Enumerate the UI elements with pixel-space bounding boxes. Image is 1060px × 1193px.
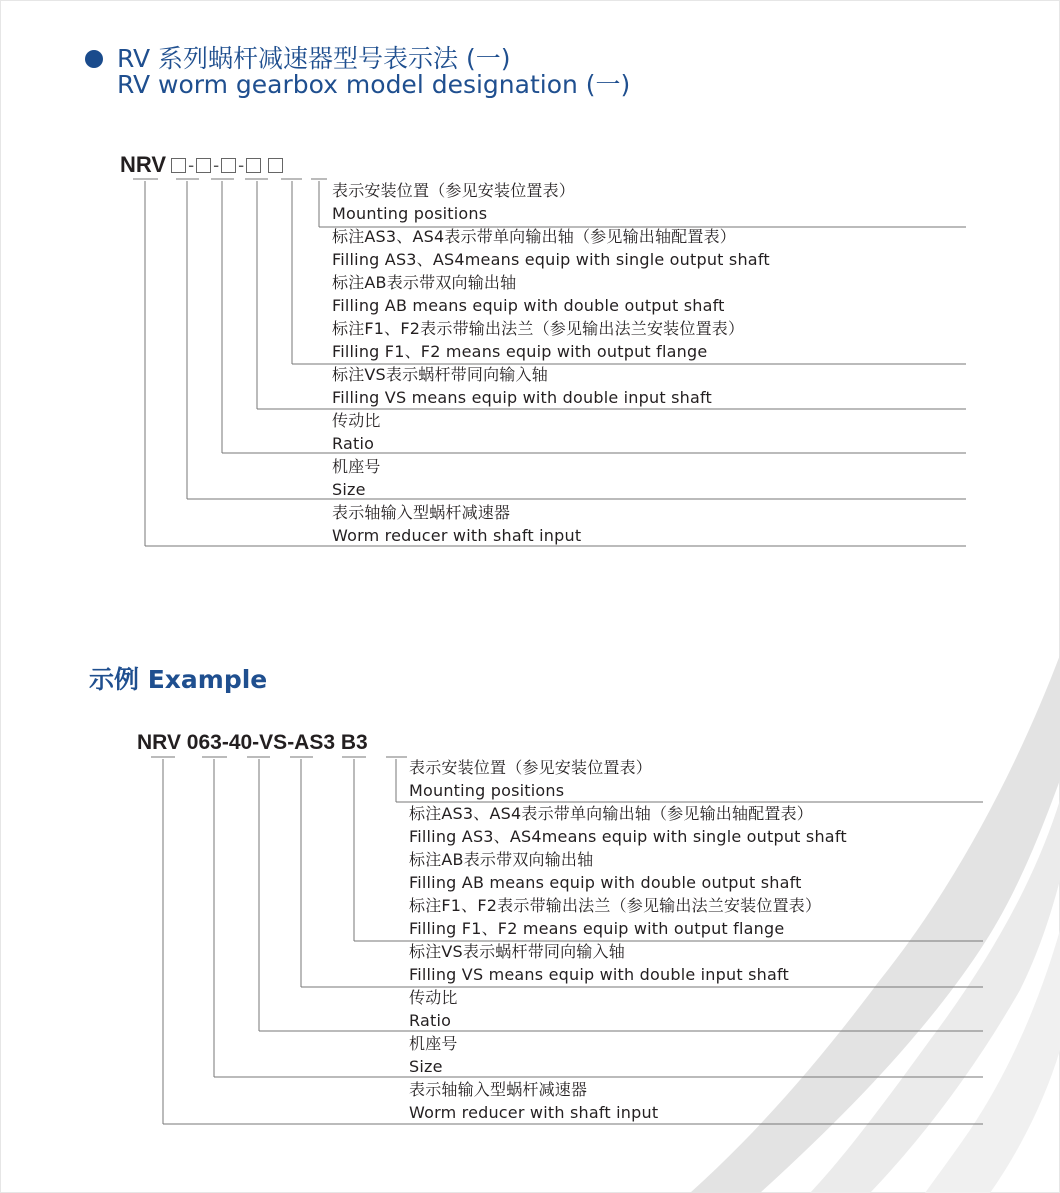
example-label-single-output-en: Filling AS3、AS4means equip with single output shaft [409, 827, 847, 846]
label-size-en: Size [332, 480, 366, 499]
example-label-shaft-input-zh: 表示轴输入型蜗杆减速器 [409, 1080, 588, 1099]
label-flange-en: Filling F1、F2 means equip with output flange [332, 342, 708, 361]
example-label-size-zh: 机座号 [409, 1034, 458, 1053]
example-label-shaft-input-en: Worm reducer with shaft input [409, 1103, 659, 1122]
label-double-output-en: Filling AB means equip with double output shaft [332, 296, 725, 315]
label-mounting-zh: 表示安装位置（参见安装位置表） [332, 181, 576, 200]
separator-dash: - [238, 154, 245, 175]
label-ratio-zh: 传动比 [332, 411, 381, 430]
title-chinese: RV 系列蜗杆减速器型号表示法 (一) [117, 44, 511, 73]
separator-dash: - [188, 154, 195, 175]
example-heading: 示例 Example [89, 665, 268, 694]
label-shaft-input-zh: 表示轴输入型蜗杆减速器 [332, 503, 511, 522]
example-label-flange-en: Filling F1、F2 means equip with output flange [409, 919, 785, 938]
label-single-output-zh: 标注AS3、AS4表示带单向输出轴（参见输出轴配置表） [332, 227, 736, 246]
label-single-output-en: Filling AS3、AS4means equip with single output shaft [332, 250, 770, 269]
example-label-single-output-zh: 标注AS3、AS4表示带单向输出轴（参见输出轴配置表） [409, 804, 813, 823]
label-flange-zh: 标注F1、F2表示带输出法兰（参见输出法兰安装位置表） [332, 319, 745, 338]
example-label-input-shaft-en: Filling VS means equip with double input shaft [409, 965, 790, 984]
example-label-mounting-zh: 表示安装位置（参见安装位置表） [409, 758, 653, 777]
example-label-flange-zh: 标注F1、F2表示带输出法兰（参见输出法兰安装位置表） [409, 896, 822, 915]
example-label-mounting-en: Mounting positions [409, 781, 565, 800]
label-ratio-en: Ratio [332, 434, 375, 453]
example-label-ratio-zh: 传动比 [409, 988, 458, 1007]
designation-prefix: NRV [120, 152, 167, 177]
label-double-output-zh: 标注AB表示带双向输出轴 [332, 273, 517, 292]
label-input-shaft-zh: 标注VS表示蜗杆带同向输入轴 [332, 365, 548, 384]
example-code: NRV 063-40-VS-AS3 B3 [137, 731, 368, 754]
label-size-zh: 机座号 [332, 457, 381, 476]
label-mounting-en: Mounting positions [332, 204, 488, 223]
example-label-ratio-en: Ratio [409, 1011, 452, 1030]
title-english: RV worm gearbox model designation (一) [117, 70, 631, 99]
example-label-double-output-en: Filling AB means equip with double output shaft [409, 873, 802, 892]
example-label-size-en: Size [409, 1057, 443, 1076]
label-shaft-input-en: Worm reducer with shaft input [332, 526, 582, 545]
example-label-double-output-zh: 标注AB表示带双向输出轴 [409, 850, 594, 869]
label-input-shaft-en: Filling VS means equip with double input shaft [332, 388, 713, 407]
separator-dash: - [213, 154, 220, 175]
example-label-input-shaft-zh: 标注VS表示蜗杆带同向输入轴 [409, 942, 625, 961]
